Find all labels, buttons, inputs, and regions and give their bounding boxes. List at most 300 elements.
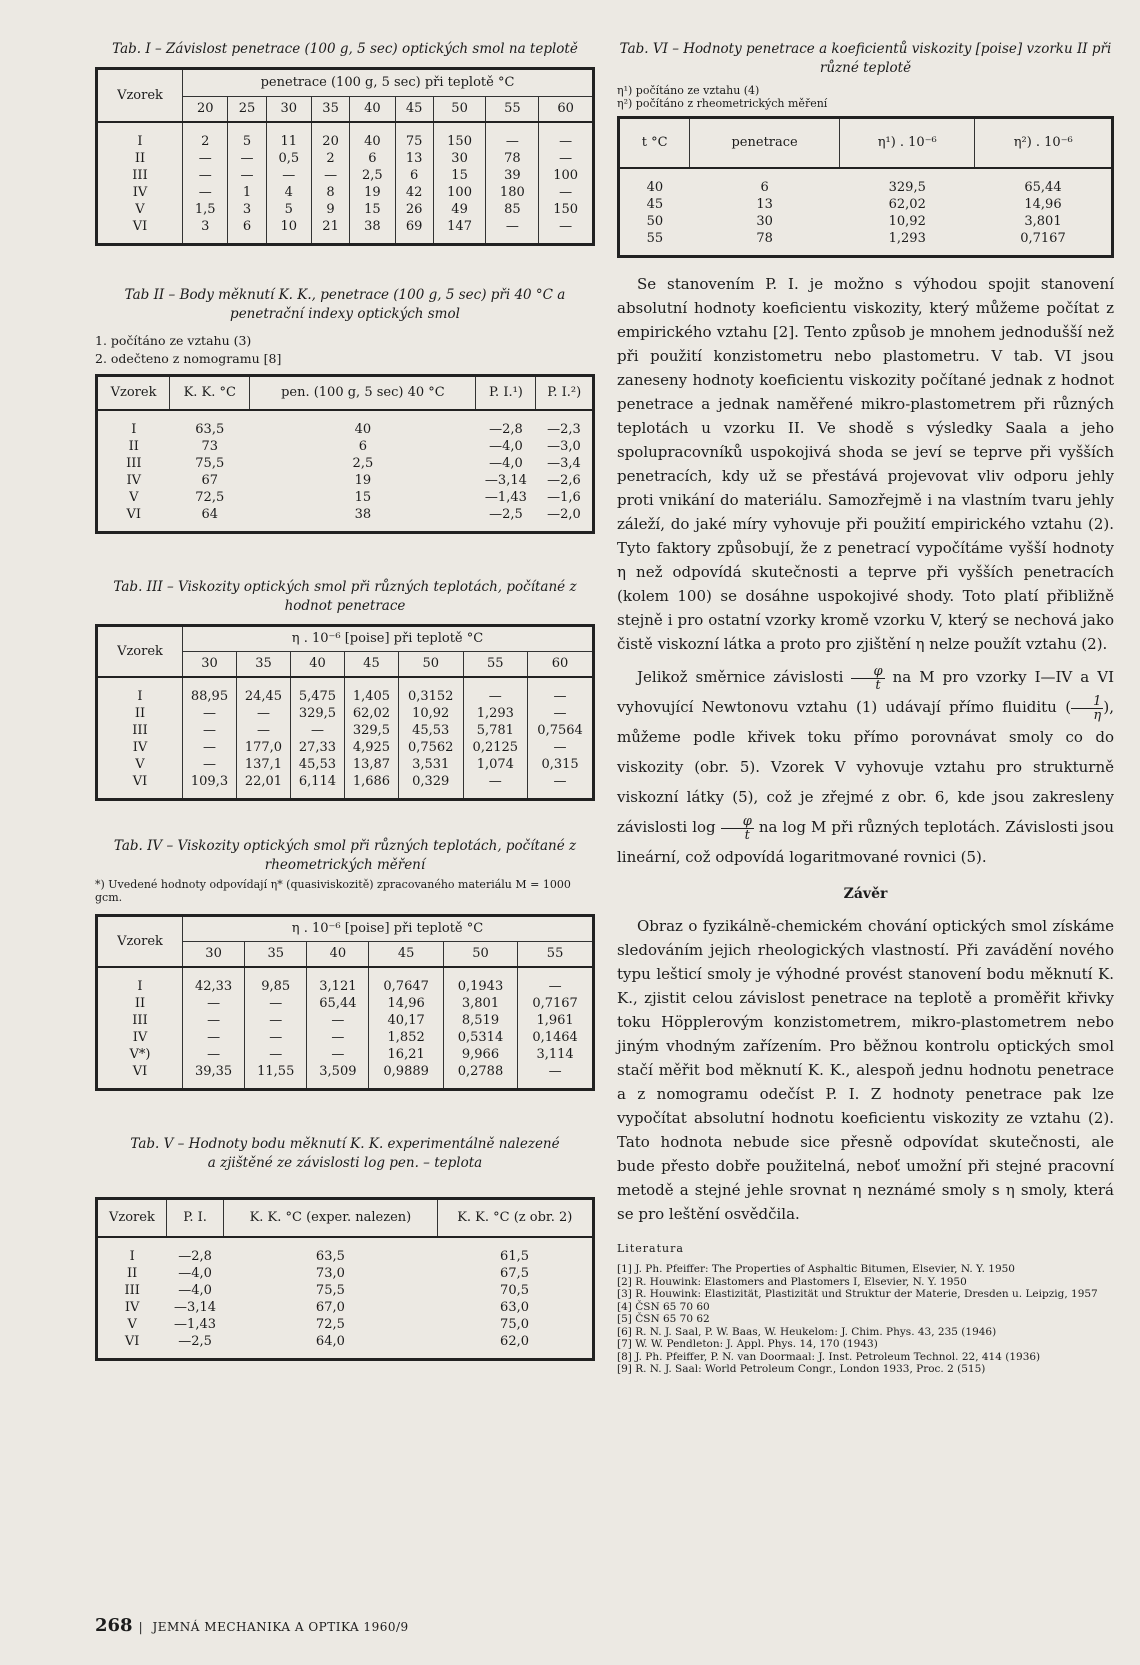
temperature-header: 60 bbox=[528, 652, 594, 678]
table-3-caption: Tab. III – Viskozity optických smol při různých teplotách, počítané z hodnot penetrace bbox=[113, 579, 577, 614]
paragraph-2: Jelikož směrnice závislosti $\frac{\varphi}{t}$ na M pro vzorky I—IV a VI vyhovující Newtonovu vztahu (1) udávají přímo fluiditu ( $\frac{1}{\eta}$ ), můžeme podle křivek toku přímo porovnávat smoly co do viskozity (obr. 5). Vzorek V vyhovuje vztahu pro strukturně viskozní látky (5), což je zřejmé z obr. 6, kde jsou zakresleny závislosti log $\frac{\varphi}{t}$ na log M při různých teplotách. Závislosti jsou lineární, což odpovídá logaritmované rovnici (5). bbox=[617, 663, 1114, 866]
fraction-numerator: 1 bbox=[1071, 695, 1103, 709]
header-vzorek: Vzorek bbox=[97, 916, 183, 968]
table-cell: — bbox=[312, 167, 350, 184]
temperature-header: 50 bbox=[443, 942, 517, 968]
temperature-header: 45 bbox=[395, 97, 433, 123]
row-label: 55 bbox=[646, 231, 664, 246]
table-cell: —2,5 bbox=[178, 1334, 212, 1349]
table-cell: 150 bbox=[539, 201, 594, 218]
fraction-numerator: φ bbox=[721, 815, 754, 829]
row-label: V bbox=[129, 490, 139, 505]
row-label: III bbox=[132, 723, 148, 738]
page-number: 268 bbox=[95, 1615, 133, 1636]
column-header: pen. (100 g, 5 sec) 40 °C bbox=[250, 376, 476, 411]
table-cell: — bbox=[290, 722, 344, 739]
table-cell: 109,3 bbox=[183, 773, 237, 800]
table-row bbox=[97, 705, 594, 722]
table-cell: 3,509 bbox=[307, 1063, 369, 1090]
column-header: t °C bbox=[619, 118, 690, 169]
paragraph-2-c: , můžeme podle křivek toku přímo porovnávat smoly co do viskozity (obr. 5). Vzorek V vyhovuje vztahu pro strukturně viskozní látky (5), což je zřejmé z obr. 6, kde jsou zakresleny závislosti log bbox=[617, 698, 1114, 836]
table-cell: 85 bbox=[486, 201, 539, 218]
table-cell: — bbox=[183, 705, 237, 722]
column-header: η²) . 10⁻⁶ bbox=[975, 118, 1113, 169]
section-heading-zaver: Závěr bbox=[843, 886, 888, 902]
table-cell: — bbox=[183, 150, 228, 167]
table-cell: 10 bbox=[266, 218, 311, 245]
table-cell: — bbox=[183, 1029, 245, 1046]
table-6 bbox=[617, 116, 1114, 258]
table-cell: 2 bbox=[312, 150, 350, 167]
table-row bbox=[97, 677, 594, 705]
left-column bbox=[95, 40, 595, 1361]
reference-item: [1] J. Ph. Pfeiffer: The Properties of Asphaltic Bitumen, Elsevier, N. Y. 1950 bbox=[617, 1263, 1015, 1275]
table-cell: 0,2788 bbox=[443, 1063, 517, 1090]
table-cell: 40 bbox=[354, 422, 372, 437]
table-cell: 49 bbox=[433, 201, 486, 218]
column-header: Vzorek bbox=[97, 376, 170, 411]
temperature-header: 45 bbox=[369, 942, 443, 968]
table-cell: — bbox=[539, 184, 594, 201]
table-row bbox=[97, 1265, 594, 1282]
table-cell: 6 bbox=[350, 150, 395, 167]
table-cell: 0,315 bbox=[528, 756, 594, 773]
table-cell: — bbox=[518, 1063, 594, 1090]
table-cell: 88,95 bbox=[183, 677, 237, 705]
temperature-header: 45 bbox=[344, 652, 398, 678]
table-cell: 3,801 bbox=[1024, 214, 1062, 229]
header-viskozita: η . 10⁻⁶ [poise] při teplotě °C bbox=[183, 626, 594, 652]
table-cell: — bbox=[183, 1012, 245, 1029]
table-cell: 40 bbox=[350, 122, 395, 150]
reference-item: [6] R. N. J. Saal, P. W. Baas, W. Heukelom: J. Chim. Phys. 43, 235 (1946) bbox=[617, 1325, 997, 1338]
table-cell: 19 bbox=[350, 184, 395, 201]
table-cell: —2,8 bbox=[489, 422, 523, 437]
table-cell: 1,961 bbox=[518, 1012, 594, 1029]
table-cell: — bbox=[183, 722, 237, 739]
table-4-note: *) Uvedené hodnoty odpovídají η* (quasiviskozitě) zpracovaného materiálu M = 1000 gcm. bbox=[95, 878, 571, 904]
table-cell: — bbox=[266, 167, 311, 184]
row-label: I bbox=[129, 1249, 135, 1264]
table-row bbox=[97, 1316, 594, 1333]
table-cell: 15 bbox=[433, 167, 486, 184]
row-label: II bbox=[134, 706, 146, 721]
table-cell: — bbox=[236, 705, 290, 722]
reference-item: [8] J. Ph. Pfeiffer, P. N. van Doormaal: J. Inst. Petroleum Technol. 22, 414 (1936) bbox=[617, 1350, 1041, 1363]
table-cell: — bbox=[528, 705, 594, 722]
table-cell: 1,293 bbox=[463, 705, 528, 722]
row-label: VI bbox=[132, 219, 148, 234]
fraction-denominator: t bbox=[744, 827, 750, 843]
fraction-numerator: φ bbox=[851, 665, 884, 679]
table-cell: 6,114 bbox=[290, 773, 344, 800]
paragraph-2-b: na M pro vzorky I—IV a VI vyhovující Newtonovu vztahu (1) udávají přímo fluiditu bbox=[617, 668, 1114, 716]
header-vzorek: Vzorek bbox=[97, 69, 183, 123]
table-1-caption: Tab. I – Závislost penetrace (100 g, 5 sec) optických smol na teplotě bbox=[112, 41, 578, 57]
table-cell: 75,0 bbox=[500, 1317, 529, 1332]
table-4 bbox=[95, 914, 595, 1091]
table-cell: —2,3 bbox=[547, 422, 581, 437]
column-header: K. K. °C bbox=[170, 376, 250, 411]
table-cell: 4 bbox=[266, 184, 311, 201]
table-cell: 27,33 bbox=[290, 739, 344, 756]
table-cell: —1,43 bbox=[484, 490, 527, 505]
table-cell: 62,02 bbox=[888, 197, 926, 212]
table-cell: — bbox=[463, 773, 528, 800]
table-cell: 65,44 bbox=[307, 995, 369, 1012]
table-cell: 0,7647 bbox=[369, 967, 443, 995]
table-cell: — bbox=[245, 1046, 307, 1063]
table-row bbox=[97, 472, 594, 489]
header-penetrace: penetrace (100 g, 5 sec) při teplotě °C bbox=[183, 69, 594, 97]
row-label: 40 bbox=[646, 180, 664, 195]
table-cell: 64 bbox=[201, 507, 219, 522]
table-cell: 2 bbox=[183, 122, 228, 150]
table-cell: — bbox=[183, 184, 228, 201]
table-cell: 1,405 bbox=[344, 677, 398, 705]
row-label: II bbox=[128, 439, 139, 454]
column-header: P. I.²) bbox=[536, 376, 594, 411]
paragraph-3: Obraz o fyzikálně-chemickém chování optických smol získáme sledováním jejich rheologických vlastností. Při zavádění nového typu lešticí smoly je výhodné provést stanovení bodu měknutí K. K., zjistit celou závislost penetrace na teplotě a proměřit křivky toku Höpplerovým konzistometrem, mikro-plastometrem nebo jiným vhodným zařízením. Pro běžnou kontrolu optických smol stačí měřit bod měknutí K. K., alespoň jednu hodnotu penetrace a z nomogramu odečíst P. I. Z hodnoty penetrace pak lze vypočítat absolutní hodnotu koeficientu viskozity ze vztahu (2). Tato hodnota nebude sice přesně odpovídat skutečnosti, ale bude přesto dobře použitelná, neboť umožní při stejné pracovní metodě a stejné jehle srovnat η neznámé smoly s η smoly, která se pro leštění osvědčila. bbox=[617, 917, 1114, 1223]
temperature-header: 25 bbox=[228, 97, 266, 123]
reference-item: [9] R. N. J. Saal: World Petroleum Congr., London 1933, Proc. 2 (515) bbox=[617, 1363, 986, 1375]
table-cell: —4,0 bbox=[489, 456, 523, 471]
table-cell: 6 bbox=[395, 167, 433, 184]
fraction-phi-t bbox=[851, 665, 884, 692]
table-cell: 3 bbox=[228, 201, 266, 218]
table-row bbox=[619, 168, 1113, 196]
table-cell: 0,9889 bbox=[369, 1063, 443, 1090]
row-label: II bbox=[127, 1266, 138, 1281]
table-cell: 9 bbox=[312, 201, 350, 218]
table-cell: — bbox=[183, 756, 237, 773]
column-header: K. K. °C (exper. nalezen) bbox=[224, 1199, 437, 1238]
row-label: IV bbox=[132, 1030, 148, 1045]
table-cell: —3,14 bbox=[484, 473, 527, 488]
table-cell: — bbox=[539, 122, 594, 150]
table-cell: — bbox=[245, 1029, 307, 1046]
table-cell: 3,114 bbox=[518, 1046, 594, 1063]
table-cell: 62,0 bbox=[500, 1334, 529, 1349]
table-cell: 1,852 bbox=[369, 1029, 443, 1046]
table-row bbox=[97, 739, 594, 756]
table-5 bbox=[95, 1197, 595, 1361]
row-label: V bbox=[135, 202, 145, 217]
table-cell: — bbox=[307, 1046, 369, 1063]
table-cell: 0,5 bbox=[266, 150, 311, 167]
table-cell: — bbox=[236, 722, 290, 739]
table-cell: —1,6 bbox=[547, 490, 581, 505]
table-cell: 100 bbox=[433, 184, 486, 201]
column-header: P. I.¹) bbox=[476, 376, 536, 411]
table-row bbox=[97, 455, 594, 472]
table-cell: 0,7564 bbox=[528, 722, 594, 739]
references-list bbox=[617, 1263, 1114, 1376]
table-cell: 14,96 bbox=[369, 995, 443, 1012]
fraction-denominator: t bbox=[875, 677, 881, 693]
temperature-header: 40 bbox=[307, 942, 369, 968]
table-cell: — bbox=[463, 677, 528, 705]
row-label: V*) bbox=[129, 1047, 151, 1062]
paragraph-2-a: Jelikož směrnice závislosti bbox=[637, 668, 844, 686]
table-cell: 30 bbox=[756, 214, 773, 229]
table-cell: — bbox=[486, 218, 539, 245]
table-cell: —2,0 bbox=[547, 507, 581, 522]
table-cell: 16,21 bbox=[369, 1046, 443, 1063]
table-cell: — bbox=[518, 967, 594, 995]
reference-item: [2] R. Houwink: Elastomers and Plastomers I, Elsevier, N. Y. 1950 bbox=[617, 1275, 967, 1288]
table-row bbox=[97, 995, 594, 1012]
table-cell: 1,686 bbox=[344, 773, 398, 800]
table-cell: 329,5 bbox=[888, 180, 926, 195]
table-cell: 73,0 bbox=[315, 1266, 345, 1281]
table-cell: 78 bbox=[756, 231, 773, 246]
row-label: IV bbox=[132, 740, 148, 755]
table-6-note-1: η¹) počítáno ze vztahu (4) bbox=[617, 84, 760, 97]
table-cell: — bbox=[528, 739, 594, 756]
row-label: III bbox=[126, 456, 142, 471]
table-cell: 6 bbox=[358, 439, 368, 454]
table-row bbox=[97, 150, 594, 167]
table-cell: 10,92 bbox=[888, 214, 926, 229]
row-label: III bbox=[132, 1013, 148, 1028]
row-label: I bbox=[137, 689, 143, 704]
temperature-header: 55 bbox=[486, 97, 539, 123]
table-cell: —2,8 bbox=[178, 1249, 212, 1264]
row-label: III bbox=[132, 168, 148, 183]
table-2-note-2: 2. odečteno z nomogramu [8] bbox=[95, 351, 282, 366]
table-cell: 1 bbox=[228, 184, 266, 201]
temperature-header: 35 bbox=[245, 942, 307, 968]
table-row bbox=[97, 1029, 594, 1046]
table-cell: — bbox=[183, 739, 237, 756]
literature-heading: Literatura bbox=[617, 1242, 684, 1255]
temperature-header: 20 bbox=[183, 97, 228, 123]
table-cell: 73 bbox=[201, 439, 219, 454]
table-cell: 6 bbox=[760, 180, 769, 195]
temperature-header: 30 bbox=[183, 652, 237, 678]
table-cell: 10,92 bbox=[398, 705, 463, 722]
table-cell: — bbox=[183, 167, 228, 184]
table-row bbox=[97, 1046, 594, 1063]
table-cell: 13 bbox=[756, 197, 773, 212]
temperature-header: 55 bbox=[518, 942, 594, 968]
temperature-header: 40 bbox=[290, 652, 344, 678]
table-cell: 42 bbox=[395, 184, 433, 201]
table-cell: 150 bbox=[433, 122, 486, 150]
table-cell: 75,5 bbox=[315, 1283, 345, 1298]
table-row bbox=[97, 438, 594, 455]
table-cell: 0,2125 bbox=[463, 739, 528, 756]
table-cell: 0,1464 bbox=[518, 1029, 594, 1046]
table-cell: 67 bbox=[201, 473, 219, 488]
table-cell: 39 bbox=[486, 167, 539, 184]
table-cell: —3,4 bbox=[547, 456, 581, 471]
table-cell: 0,7562 bbox=[398, 739, 463, 756]
table-cell: 70,5 bbox=[500, 1283, 529, 1298]
table-cell: 8,519 bbox=[443, 1012, 517, 1029]
table-cell: —2,5 bbox=[489, 507, 523, 522]
table-cell: 180 bbox=[486, 184, 539, 201]
header-vzorek: Vzorek bbox=[97, 626, 183, 678]
table-cell: — bbox=[183, 1046, 245, 1063]
table-row bbox=[619, 213, 1113, 230]
table-cell: 3,121 bbox=[307, 967, 369, 995]
row-label: III bbox=[124, 1283, 140, 1298]
row-label: VI bbox=[124, 1334, 140, 1349]
column-header: K. K. °C (z obr. 2) bbox=[437, 1199, 593, 1238]
table-cell: 26 bbox=[395, 201, 433, 218]
reference-item: [4] ČSN 65 70 60 bbox=[617, 1300, 710, 1313]
table-cell: —2,6 bbox=[547, 473, 581, 488]
table-cell: — bbox=[528, 773, 594, 800]
table-cell: 67,0 bbox=[315, 1300, 345, 1315]
reference-item: [3] R. Houwink: Elastizität, Plastizität und Struktur der Materie, Dresden u. Leipzig, 1957 bbox=[617, 1288, 1098, 1300]
row-label: II bbox=[134, 151, 146, 166]
table-row bbox=[97, 1237, 594, 1265]
table-cell: 67,5 bbox=[500, 1266, 529, 1281]
table-cell: 61,5 bbox=[500, 1249, 529, 1264]
page-footer: 268 | JEMNÁ MECHANIKA A OPTIKA 1960/9 bbox=[95, 1615, 409, 1636]
table-row bbox=[97, 773, 594, 800]
table-cell: 21 bbox=[312, 218, 350, 245]
fraction-phi-t-2 bbox=[721, 815, 754, 842]
table-cell: 65,44 bbox=[1024, 180, 1062, 195]
paragraph-2-d: na log M při různých teplotách. Závislosti jsou lineární, což odpovídá logaritmované rovnici (5). bbox=[617, 818, 1114, 866]
table-cell: 72,5 bbox=[195, 490, 225, 505]
table-cell: —4,0 bbox=[489, 439, 523, 454]
table-cell: —3,14 bbox=[174, 1300, 216, 1315]
table-row bbox=[97, 218, 594, 245]
row-label: VI bbox=[132, 1064, 148, 1079]
table-cell: 147 bbox=[433, 218, 486, 245]
table-row bbox=[97, 1063, 594, 1090]
table-row bbox=[97, 201, 594, 218]
table-4-caption: Tab. IV – Viskozity optických smol při různých teplotách, počítané z rheometrických měření bbox=[113, 838, 577, 873]
table-cell: 64,0 bbox=[315, 1334, 345, 1349]
table-row bbox=[97, 489, 594, 506]
right-column bbox=[617, 40, 1114, 1376]
table-cell: 15 bbox=[354, 490, 372, 505]
table-cell: 62,02 bbox=[344, 705, 398, 722]
table-cell: 72,5 bbox=[315, 1317, 345, 1332]
temperature-header: 35 bbox=[312, 97, 350, 123]
table-cell: 100 bbox=[539, 167, 594, 184]
table-cell: 137,1 bbox=[236, 756, 290, 773]
table-cell: — bbox=[528, 677, 594, 705]
table-row bbox=[97, 167, 594, 184]
table-cell: —3,0 bbox=[547, 439, 581, 454]
table-row bbox=[97, 722, 594, 739]
table-cell: — bbox=[539, 218, 594, 245]
table-cell: 5,475 bbox=[290, 677, 344, 705]
row-label: IV bbox=[124, 1300, 140, 1315]
table-row bbox=[97, 184, 594, 201]
table-5-caption: Tab. V – Hodnoty bodu měknutí K. K. experimentálně nalezené a zjištěné ze závislosti log pen. – teplota bbox=[130, 1136, 560, 1171]
table-cell: 63,0 bbox=[500, 1300, 529, 1315]
table-1 bbox=[95, 67, 595, 246]
table-cell: 5,781 bbox=[463, 722, 528, 739]
table-cell: —1,43 bbox=[174, 1317, 216, 1332]
table-cell: 1,5 bbox=[183, 201, 228, 218]
table-cell: 5 bbox=[266, 201, 311, 218]
table-cell: 15 bbox=[350, 201, 395, 218]
table-row bbox=[97, 1012, 594, 1029]
table-cell: — bbox=[245, 995, 307, 1012]
table-cell: 177,0 bbox=[236, 739, 290, 756]
table-cell: 5 bbox=[228, 122, 266, 150]
table-cell: 0,329 bbox=[398, 773, 463, 800]
header-viskozita: η . 10⁻⁶ [poise] při teplotě °C bbox=[183, 916, 594, 942]
reference-item: [7] W. W. Pendleton: J. Appl. Phys. 14, 170 (1943) bbox=[617, 1338, 878, 1350]
table-cell: — bbox=[486, 122, 539, 150]
table-cell: — bbox=[307, 1029, 369, 1046]
table-cell: 30 bbox=[433, 150, 486, 167]
row-label: VI bbox=[132, 774, 148, 789]
table-cell: 11,55 bbox=[245, 1063, 307, 1090]
table-cell: 0,7167 bbox=[518, 995, 594, 1012]
table-cell: —4,0 bbox=[178, 1283, 212, 1298]
table-cell: 75,5 bbox=[195, 456, 225, 471]
table-cell: 6 bbox=[228, 218, 266, 245]
table-cell: 3,801 bbox=[443, 995, 517, 1012]
table-row bbox=[97, 506, 594, 533]
table-row bbox=[97, 410, 594, 438]
column-header: η¹) . 10⁻⁶ bbox=[839, 118, 975, 169]
table-cell: — bbox=[183, 995, 245, 1012]
table-row bbox=[619, 196, 1113, 213]
table-cell: 2,5 bbox=[352, 456, 374, 471]
row-label: I bbox=[131, 422, 137, 437]
row-label: V bbox=[127, 1317, 137, 1332]
table-row bbox=[97, 756, 594, 773]
table-2 bbox=[95, 374, 595, 534]
table-row bbox=[97, 967, 594, 995]
row-label: IV bbox=[126, 473, 142, 488]
reference-item: [5] ČSN 65 70 62 bbox=[617, 1313, 710, 1325]
temperature-header: 30 bbox=[183, 942, 245, 968]
row-label: VI bbox=[126, 507, 142, 522]
row-label: 45 bbox=[646, 197, 664, 212]
table-row bbox=[97, 122, 594, 150]
table-cell: 63,5 bbox=[195, 422, 225, 437]
row-label: I bbox=[137, 979, 143, 994]
temperature-header: 55 bbox=[463, 652, 528, 678]
table-cell: 38 bbox=[350, 218, 395, 245]
temperature-header: 35 bbox=[236, 652, 290, 678]
table-6-note-2: η²) počítáno z rheometrických měření bbox=[617, 97, 828, 110]
table-cell: 42,33 bbox=[183, 967, 245, 995]
table-cell: 11 bbox=[266, 122, 311, 150]
column-header: penetrace bbox=[690, 118, 840, 169]
row-label: I bbox=[137, 134, 143, 149]
table-cell: 0,5314 bbox=[443, 1029, 517, 1046]
table-cell: — bbox=[228, 167, 266, 184]
table-2-note-1: 1. počítáno ze vztahu (3) bbox=[95, 333, 252, 348]
table-cell: 329,5 bbox=[344, 722, 398, 739]
table-cell: 39,35 bbox=[183, 1063, 245, 1090]
table-cell: 24,45 bbox=[236, 677, 290, 705]
table-cell: 13,87 bbox=[344, 756, 398, 773]
temperature-header: 30 bbox=[266, 97, 311, 123]
column-header: Vzorek bbox=[97, 1199, 167, 1238]
temperature-header: 50 bbox=[433, 97, 486, 123]
table-2-notes bbox=[95, 332, 595, 368]
table-cell: —4,0 bbox=[178, 1266, 212, 1281]
table-cell: 329,5 bbox=[290, 705, 344, 722]
table-cell: — bbox=[228, 150, 266, 167]
table-cell: 13 bbox=[395, 150, 433, 167]
